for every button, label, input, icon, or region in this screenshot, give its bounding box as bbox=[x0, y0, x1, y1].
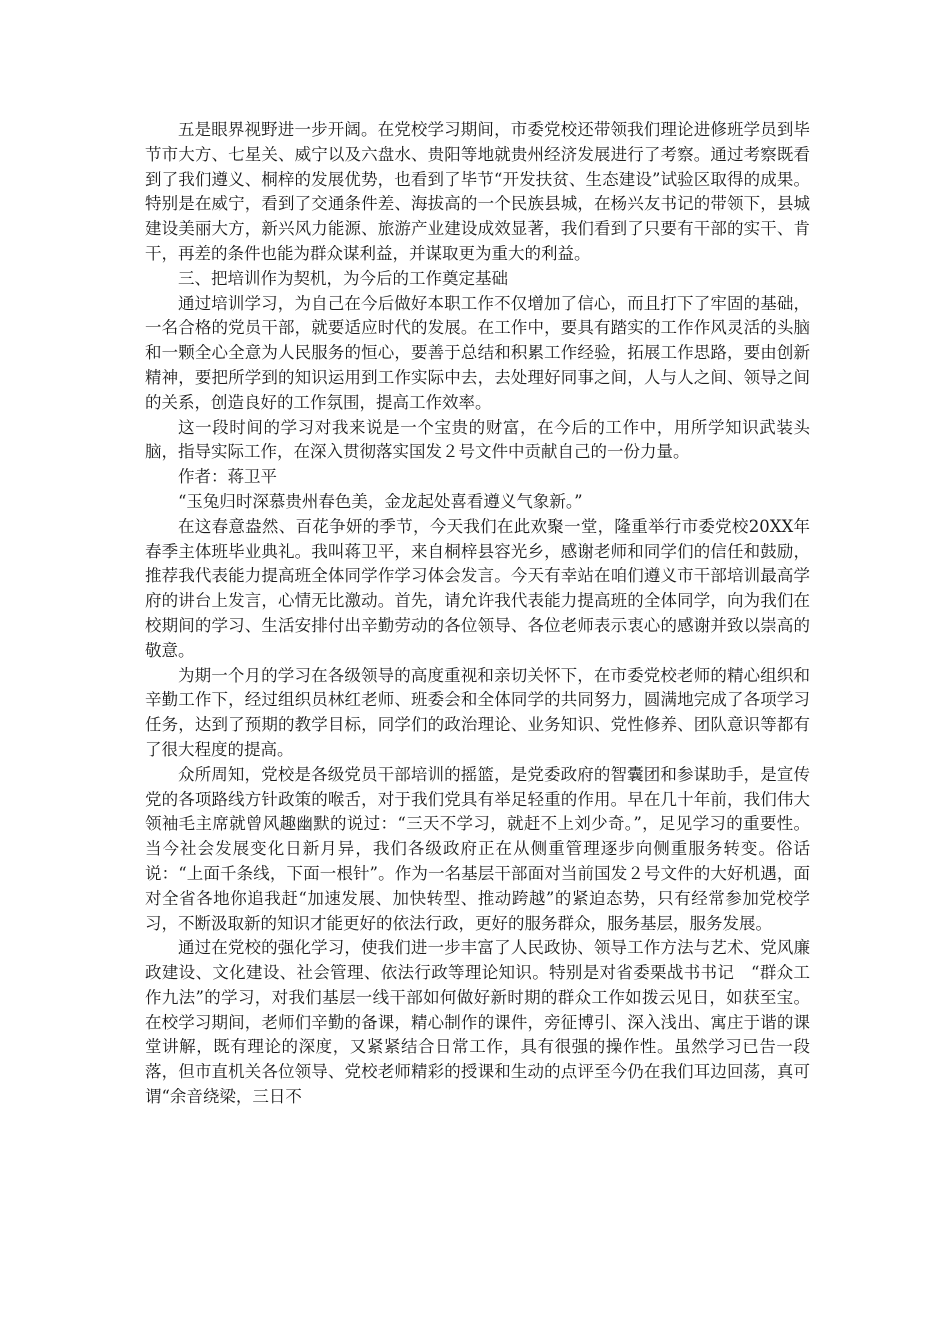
paragraph-treasure: 这一段时间的学习对我来说是一个宝贵的财富，在今后的工作中，用所学知识武装头脑，指导实际工作，在深入贯彻落实国发２号文件中贡献自己的一份力量。 bbox=[145, 417, 810, 462]
paragraph-graduation: 在这春意盎然、百花争妍的季节，今天我们在此欢聚一堂，隆重举行市委党校20XX年春季主体班毕业典礼。我叫蒋卫平，来自桐梓县容光乡，感谢老师和同学们的信任和鼓励，推荐我代表能力提高班全体同学作学习体会发言。今天有幸站在咱们遵义市干部培训最高学府的讲台上发言，心情无比激动。首先，请允许我代表能力提高班的全体同学，向为我们在校期间的学习、生活安排付出辛勤劳动的各位领导、各位老师表示衷心的感谢并致以崇高的敬意。 bbox=[145, 516, 810, 660]
paragraph-horizon: 五是眼界视野进一步开阔。在党校学习期间，市委党校还带领我们理论进修班学员到毕节市大方、七星关、威宁以及六盘水、贵阳等地就贵州经济发展进行了考察。通过考察既看到了我们遵义、桐梓的发展优势，也看到了毕节“开发扶贫、生态建设”试验区取得的成果。特别是在威宁，看到了交通条件差、海拔高的一个民族县城，在杨兴友书记的带领下，县城建设美丽大方，新兴风力能源、旅游产业建设成效显著，我们看到了只要有干部的实干、肯干，再差的条件也能为群众谋利益，并谋取更为重大的利益。 bbox=[145, 120, 810, 263]
couplet-quote: “玉兔归时深慕贵州春色美，金龙起处喜看遵义气象新。” bbox=[178, 491, 583, 511]
paragraph-one-month: 为期一个月的学习在各级领导的高度重视和亲切关怀下，在市委党校老师的精心组织和辛勤工作下，经过组织员林红老师、班委会和全体同学的共同努力，圆满地完成了各项学习任务，达到了预期的教学目标，同学们的政治理论、业务知识、党性修养、团队意识等都有了很大程度的提高。 bbox=[145, 665, 810, 759]
author-line: 作者：蒋卫平 bbox=[178, 467, 277, 487]
section-heading-three: 三、把培训作为契机，为今后的工作奠定基础 bbox=[178, 268, 508, 288]
paragraph-intensive-study: 通过在党校的强化学习，使我们进一步丰富了人民政协、领导工作方法与艺术、党风廉政建设、文化建设、社会管理、依法行政等理论知识。特别是对省委栗战书书记 “群众工作九法”的学习，对我们基层一线干部如何做好新时期的群众工作如拨云见日，如获至宝。在校学习期间，老师们辛勤的备课，精心制作的课件，旁征博引、深入浅出、寓庄于谐的课堂讲解，既有理论的深度，又紧紧结合日常工作，具有很强的操作性。虽然学习已告一段落，但市直机关各位领导、党校老师精彩的授课和生动的点评至今仍在我们耳边回荡，真可谓“余音绕梁，三日不 bbox=[145, 938, 810, 1107]
paragraph-training-foundation: 通过培训学习，为自己在今后做好本职工作不仅增加了信心，而且打下了牢固的基础，一名合格的党员干部，就要适应时代的发展。在工作中，要具有踏实的工作作风灵活的头脑和一颗全心全意为人民服务的恒心，要善于总结和积累工作经验，拓展工作思路，要由创新精神，要把所学到的知识运用到工作实际中去，去处理好同事之间，人与人之间、领导之间的关系，创造良好的工作氛围，提高工作效率。 bbox=[145, 293, 810, 412]
paragraph-party-school: 众所周知，党校是各级党员干部培训的摇篮，是党委政府的智囊团和参谋助手，是宣传党的各项路线方针政策的喉舌，对于我们党具有举足轻重的作用。早在几十年前，我们伟大领袖毛主席就曾风趣幽默的说过：“三天不学习，就赶不上刘少奇。”，足见学习的重要性。当今社会发展变化日新月异，我们各级政府正在从侧重管理逐步向侧重服务转变。俗话说：“上面千条线，下面一根针”。作为一名基层干部面对当前国发２号文件的大好机遇，面对全省各地你追我赶“加速发展、加快转型、推动跨越”的紧迫态势，只有经常参加党校学习，不断汲取新的知识才能更好的依法行政，更好的服务群众，服务基层，服务发展。 bbox=[145, 764, 810, 933]
document-page bbox=[145, 118, 810, 1110]
